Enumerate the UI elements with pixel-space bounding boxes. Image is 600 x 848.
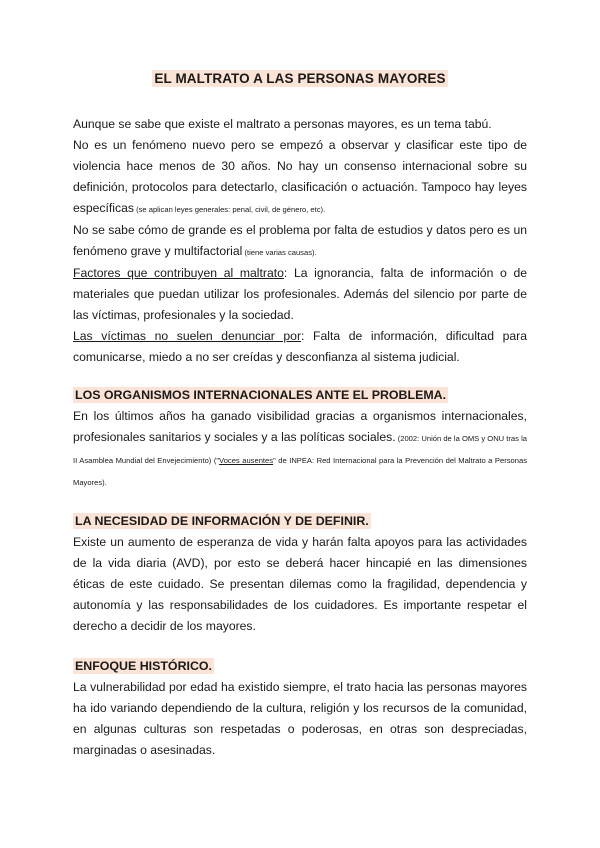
intro-paragraph-1: Aunque se sabe que existe el maltrato a personas mayores, es un tema tabú. (73, 117, 492, 131)
section-international-body (73, 406, 527, 493)
section-history-body: La vulnerabilidad por edad ha existido siempre, el trato hacia las personas mayores ha ido variando dependiendo de la cultura, religión y los recursos de la comunidad, en algunas culturas son respetadas o poderosas, en otras son despreciadas, marginadas o asesinadas. (73, 680, 527, 757)
intro-paragraph-3 (73, 220, 527, 263)
intro-paragraph-2-note: (se aplican leyes generales: penal, civil, de género, etc). (133, 205, 326, 214)
intro-paragraph-5 (73, 326, 527, 368)
intro-paragraph-2-main: No es un fenómeno nuevo pero se empezó a observar y clasificar este tipo de violencia hace menos de 30 años. No hay un consenso internacional sobre su definición, protocolos para detectarlo, clasificación o actuación. Tampoco hay leyes específicas (73, 138, 527, 215)
section-international (73, 385, 527, 493)
section-international-ref-2: " de INPEA: Red Internacional para la Prevención del Maltrato a Personas Mayores). (73, 456, 527, 487)
section-information-heading (73, 511, 527, 532)
section-information (73, 511, 527, 637)
victims-label: Las víctimas no suelen denunciar por (73, 329, 302, 343)
section-international-heading (73, 385, 527, 406)
document-title (0, 71, 600, 86)
intro-paragraph-3-main: No se sabe cómo de grande es el problema por falta de estudios y datos pero es un fenómeno grave y multifactorial (73, 223, 527, 258)
section-international-ref-1: (2002: Unión de la OMS y ONU tras la II Asamblea Mundial del Envejecimiento) (" (73, 434, 527, 465)
section-information-body: Existe un aumento de esperanza de vida y harán falta apoyos para las actividades de la vida diaria (AVD), por esto se deberá hacer hincapié en las dimensiones éticas de este cuidado. Se presentan dilemas como la fragilidad, dependencia y autonomía y las responsabilidades de los cuidadores. Es importante respetar el derecho a decidir de los mayores. (73, 535, 527, 633)
section-information-heading-text: LA NECESIDAD DE INFORMACIÓN Y DE DEFINIR. (75, 514, 369, 528)
intro-paragraph-2 (73, 135, 527, 220)
section-international-text: En los últimos años ha ganado visibilidad gracias a organismos internacionales, profesionales sanitarios y sociales y a las políticas sociales. (73, 409, 527, 444)
section-history (73, 656, 527, 761)
factors-text: : La ignorancia, falta de información o de materiales que puedan utilizar los profesionales. Además del silencio por parte de las víctimas, profesionales y la sociedad. (73, 266, 527, 322)
title-text: EL MALTRATO A LAS PERSONAS MAYORES (154, 71, 446, 86)
intro-paragraph-3-note: (tiene varias causas). (242, 248, 317, 257)
section-history-heading-text: ENFOQUE HISTÓRICO. (75, 659, 212, 673)
voces-ausentes-link: Voces ausentes (219, 456, 274, 465)
section-history-heading (73, 656, 527, 677)
section-international-heading-text: LOS ORGANISMOS INTERNACIONALES ANTE EL PROBLEMA. (75, 388, 447, 402)
factors-label: Factores que contribuyen al maltrato (73, 266, 284, 280)
victims-text: : Falta de información, dificultad para comunicarse, miedo a no ser creídas y desconfianza al sistema judicial. (73, 329, 527, 364)
intro-block (73, 114, 527, 368)
intro-paragraph-4 (73, 263, 527, 326)
